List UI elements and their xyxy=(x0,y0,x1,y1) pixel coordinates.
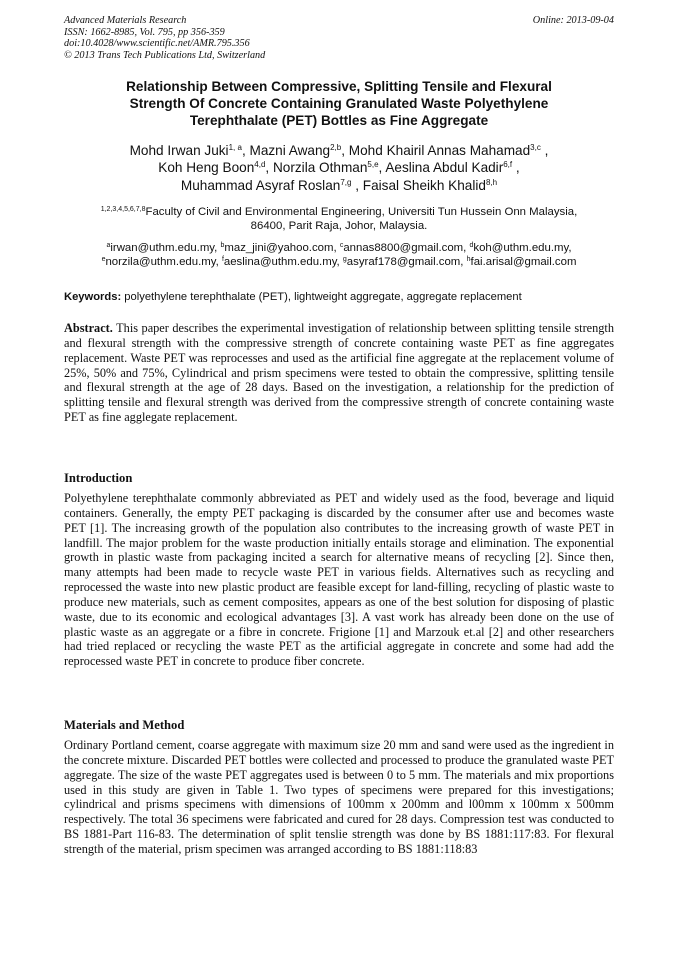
journal-doi: doi:10.4028/www.scientific.net/AMR.795.356 xyxy=(64,38,250,50)
email-sup: h xyxy=(466,256,471,264)
author-line xyxy=(64,142,614,159)
author-name: Norzila Othman xyxy=(272,160,368,176)
abstract-text: This paper describes the experimental investigation of relationship between splitting tensile strength and flexural strength with the compressive strength of concrete containing waste PET as fine aggregates replacement. Waste PET was reprocesses and used as the artificial fine aggregate at the replacement volume of 25%, 50% and 75%, Cylindrical and prism specimens were tested to obtain the compressive, splitting tensile and flexural strength at the age of 28 days. Based on the investigation, a relationship for the prediction of splitting tensile and flexural strength was derived from the compressive strength of concrete containing waste PET as fine agglegate replacement. xyxy=(64,321,614,425)
keywords-text: polyethylene terephthalate (PET), lightweight aggregate, aggregate replacement xyxy=(121,291,522,303)
email-sup: g xyxy=(342,256,347,264)
email-sup: b xyxy=(220,242,225,249)
author-line xyxy=(64,177,614,194)
author-name: Mohd Irwan Juki xyxy=(129,143,229,158)
author-name: Muhammad Asyraf Roslan xyxy=(180,177,341,193)
abstract xyxy=(64,321,614,425)
email-link[interactable]: aeslina@uthm.edu.my xyxy=(223,256,337,269)
email-link[interactable]: irwan@uthm.edu.my xyxy=(110,242,215,254)
email-link[interactable]: fai.arisal@gmail.com xyxy=(470,256,577,269)
email-link[interactable]: norzila@uthm.edu.my xyxy=(105,256,216,269)
email-link[interactable]: annas8800@gmail.com xyxy=(343,242,464,254)
email-list xyxy=(64,241,614,270)
section-heading-materials: Materials and Method xyxy=(64,718,185,732)
author-sup: 7,g xyxy=(340,177,352,187)
journal-header xyxy=(64,15,265,61)
author-sep: , xyxy=(512,160,520,176)
author-sep: , xyxy=(241,143,250,158)
online-date: Online: 2013-09-04 xyxy=(532,15,614,26)
author-sep: , xyxy=(351,177,363,193)
author-sup: 1, a xyxy=(228,143,242,152)
abstract-label: Abstract. xyxy=(64,321,113,335)
affiliation-line: 86400, Parit Raja, Johor, Malaysia. xyxy=(250,220,428,233)
email-line: $^a$irwan@uthm.edu.my, $^b$maz_jini@yahoo.com, $^c$annas8800@gmail.com, $^d$koh@uthm.edu.my, xyxy=(106,242,572,254)
keywords xyxy=(64,290,614,304)
email-link[interactable]: maz_jini@yahoo.com xyxy=(224,242,334,254)
journal-issn: ISSN: 1662-8985, Vol. 795, pp 356-359 xyxy=(64,26,225,38)
author-list xyxy=(64,142,614,194)
email-sup: f xyxy=(221,256,224,264)
author-name: Aeslina Abdul Kadir xyxy=(385,160,504,176)
title-line: Terephthalate (PET) Bottles as Fine Aggregate xyxy=(189,112,489,128)
author-name: Mazni Awang xyxy=(249,143,331,158)
email-sup: e xyxy=(101,256,106,264)
author-sep: , xyxy=(540,143,549,158)
section-heading-introduction: Introduction xyxy=(64,471,133,485)
journal-name: Advanced Materials Research xyxy=(64,15,187,26)
author-sup: 3,c xyxy=(530,143,541,152)
email-link[interactable]: asyraf178@gmail.com xyxy=(346,256,461,269)
email-sup: d xyxy=(469,242,474,249)
author-sep: , xyxy=(265,160,273,176)
author-sup: 4,d xyxy=(254,160,266,170)
title-line: Relationship Between Compressive, Splitting Tensile and Flexural xyxy=(126,79,552,94)
affiliation-line: Faculty of Civil and Environmental Engineering, Universiti Tun Hussein Onn Malaysia, xyxy=(145,206,578,218)
author-name: Koh Heng Boon xyxy=(158,160,255,176)
email-link[interactable]: koh@uthm.edu.my xyxy=(473,242,569,254)
author-sup: 8,h xyxy=(485,177,498,187)
title-line: Strength Of Concrete Containing Granulated Waste Polyethylene xyxy=(129,95,549,111)
keywords-label: Keywords: xyxy=(64,291,122,303)
journal-copyright: © 2013 Trans Tech Publications Ltd, Switzerland xyxy=(64,49,266,61)
author-sep: , xyxy=(341,143,349,158)
author-name: Mohd Khairil Annas Mahamad xyxy=(348,143,531,158)
email-sup: a xyxy=(106,242,111,249)
author-name: Faisal Sheikh Khalid xyxy=(362,177,486,193)
email-sup: c xyxy=(339,242,344,249)
author-sep: , xyxy=(378,160,386,176)
email-line: $^e$norzila@uthm.edu.my, $^f$aeslina@uthm.edu.my, $^g$asyraf178@gmail.com, $^h$fai.arisal@gmail.com xyxy=(101,256,577,269)
author-sup: 5,e xyxy=(367,160,379,170)
author-line xyxy=(64,159,614,176)
affiliation xyxy=(64,205,614,234)
author-sup: 6,f xyxy=(503,160,513,170)
paper-title xyxy=(64,79,614,129)
affiliation-sup: 1,2,3,4,5,6,7,8 xyxy=(100,206,146,213)
introduction-text: Polyethylene terephthalate commonly abbreviated as PET and widely used as the food, beverage and liquid containers. Generally, the empty PET packaging is discarded by the consumer after use and becomes waste PET [1]. The increasing growth of the population also contributes to the increasing growth of waste PET in landfill. The major problem for the waste production initially entails storage and elimination. The exponential growth in plastic waste from packaging incited a search for alternative means of recycling [2]. Since then, many attempts had been made to recycle waste PET in various fields. Alternatives such as recycling and reprocessed the waste into new plastic product are feasible except for land-filling, recycling of plastic waste to produce new materials, such as cement composites, appears as one of the best solution for disposing of plastic waste, due to its economic and ecological advantages [3]. A vast work has already been done on the use of plastic waste as an aggregate or a fibre in concrete. Frigione [1] and Marzouk et.al [2] and other researchers had tried replaced or recycling the waste PET as the artificial aggregate in concrete and some had add the reprocessed waste PET in concrete to produce fiber concrete. xyxy=(64,491,614,669)
materials-text: Ordinary Portland cement, coarse aggregate with maximum size 20 mm and sand were used as the ingredient in the concrete mixture. Discarded PET bottles were collected and processed to produce the granulated waste PET aggregate. The size of the waste PET aggregates used is between 0 to 5 mm. The materials and mix proportions used in this study are given in Table 1. Two types of specimens were prepared for this investigations; cylindrical and prisms specimens with dimensions of 100mm x 200mm and l00mm x 100mm x 500mm respectively. The total 36 specimens were fabricated and cured for 28 days. Compression test was conducted to BS 1881-Part 116-83. The determination of split tenslie strength was done by BS 1881:117:83. For flexural strength of the material, prism specimen was arranged according to BS 1881:118:83 xyxy=(64,738,614,856)
author-sup: 2,b xyxy=(330,143,342,152)
